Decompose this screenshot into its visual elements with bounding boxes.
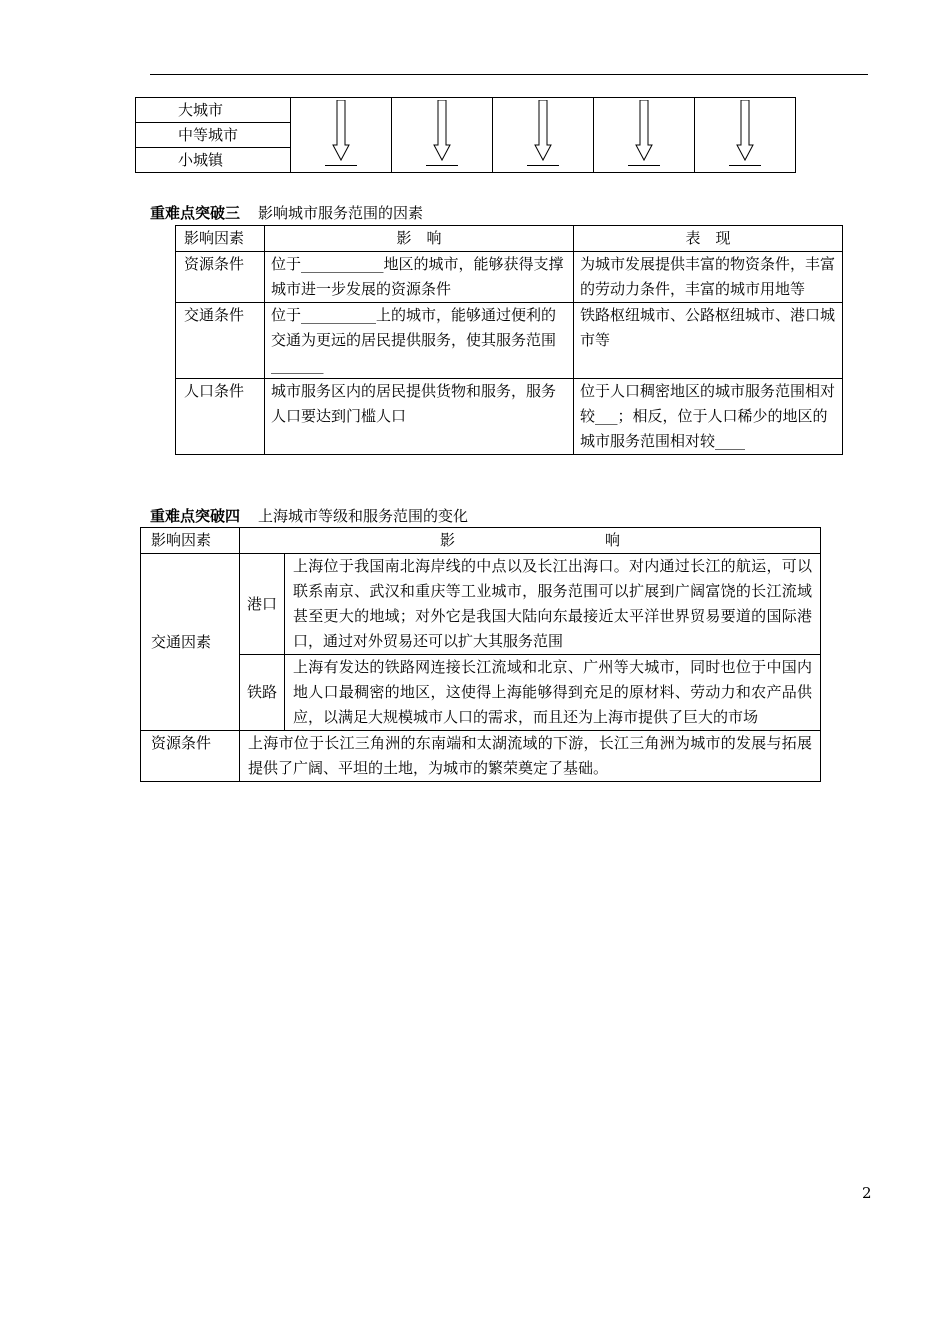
resource-factor-label: 资源条件	[141, 731, 240, 782]
city-grade-medium: 中等城市	[136, 123, 291, 148]
traffic-factor-label: 交通因素	[141, 554, 240, 731]
answer-blank	[729, 165, 761, 166]
rail-label: 铁路	[240, 655, 285, 731]
header-factor: 影响因素	[141, 528, 240, 554]
answer-blank	[426, 165, 458, 166]
answer-blank	[325, 165, 357, 166]
header-rule	[150, 74, 868, 75]
resource-text: 上海市位于长江三角洲的东南端和太湖流域的下游，长江三角洲为城市的发展与拓展提供了广阔、平坦的土地，为城市的繁荣奠定了基础。	[240, 731, 821, 782]
section3-title: 影响城市服务范围的因素	[258, 204, 424, 222]
down-arrow-icon	[635, 100, 653, 162]
factor-cell: 交通条件	[176, 303, 265, 379]
arrow-cell	[594, 98, 695, 173]
down-arrow-icon	[534, 100, 552, 162]
influence-cell: 位于__________上的城市，能够通过便利的交通为更远的居民提供服务，使其服务范围_______	[265, 303, 574, 379]
city-grade-large: 大城市	[136, 98, 291, 123]
header-influence: 影 响	[265, 226, 574, 252]
answer-blank	[527, 165, 559, 166]
section4-title: 上海城市等级和服务范围的变化	[258, 507, 469, 525]
port-text: 上海位于我国南北海岸线的中点以及长江出海口。对内通过长江的航运，可以联系南京、武汉和重庆等工业城市，服务范围可以扩展到广阔富饶的长江流域甚至更大的地域；对外它是我国大陆向东最接近太平洋世界贸易要道的国际港口，通过对外贸易还可以扩大其服务范围	[285, 554, 821, 655]
service-range-factors-table	[175, 225, 843, 455]
city-grade-small: 小城镇	[136, 148, 291, 173]
section4-label: 重难点突破四	[150, 507, 241, 525]
arrow-cell	[493, 98, 594, 173]
factor-cell: 人口条件	[176, 379, 265, 455]
shanghai-factors-table	[140, 527, 821, 782]
section3-heading	[150, 202, 423, 223]
influence-cell: 城市服务区内的居民提供货物和服务，服务人口要达到门槛人口	[265, 379, 574, 455]
section3-label: 重难点突破三	[150, 204, 241, 222]
manifestation-cell: 位于人口稠密地区的城市服务范围相对较___；相反，位于人口稀少的地区的城市服务范围相对较____	[574, 379, 843, 455]
section4-heading	[150, 505, 468, 526]
header-influence: 影 响	[240, 528, 821, 554]
header-manifestation: 表 现	[574, 226, 843, 252]
arrow-cell	[291, 98, 392, 173]
factor-cell: 资源条件	[176, 252, 265, 303]
manifestation-cell: 铁路枢纽城市、公路枢纽城市、港口城市等	[574, 303, 843, 379]
arrow-cell	[392, 98, 493, 173]
port-label: 港口	[240, 554, 285, 655]
page-number: 2	[862, 1184, 872, 1202]
down-arrow-icon	[332, 100, 350, 162]
answer-blank	[628, 165, 660, 166]
arrow-cell	[695, 98, 796, 173]
manifestation-cell: 为城市发展提供丰富的物资条件，丰富的劳动力条件，丰富的城市用地等	[574, 252, 843, 303]
rail-text: 上海有发达的铁路网连接长江流域和北京、广州等大城市，同时也位于中国内地人口最稠密的地区，这使得上海能够得到充足的原材料、劳动力和农产品供应，以满足大规模城市人口的需求，而且还为上海市提供了巨大的市场	[285, 655, 821, 731]
header-factor: 影响因素	[176, 226, 265, 252]
down-arrow-icon	[433, 100, 451, 162]
down-arrow-icon	[736, 100, 754, 162]
influence-cell: 位于___________地区的城市，能够获得支撑城市进一步发展的资源条件	[265, 252, 574, 303]
city-grade-table	[135, 97, 796, 173]
